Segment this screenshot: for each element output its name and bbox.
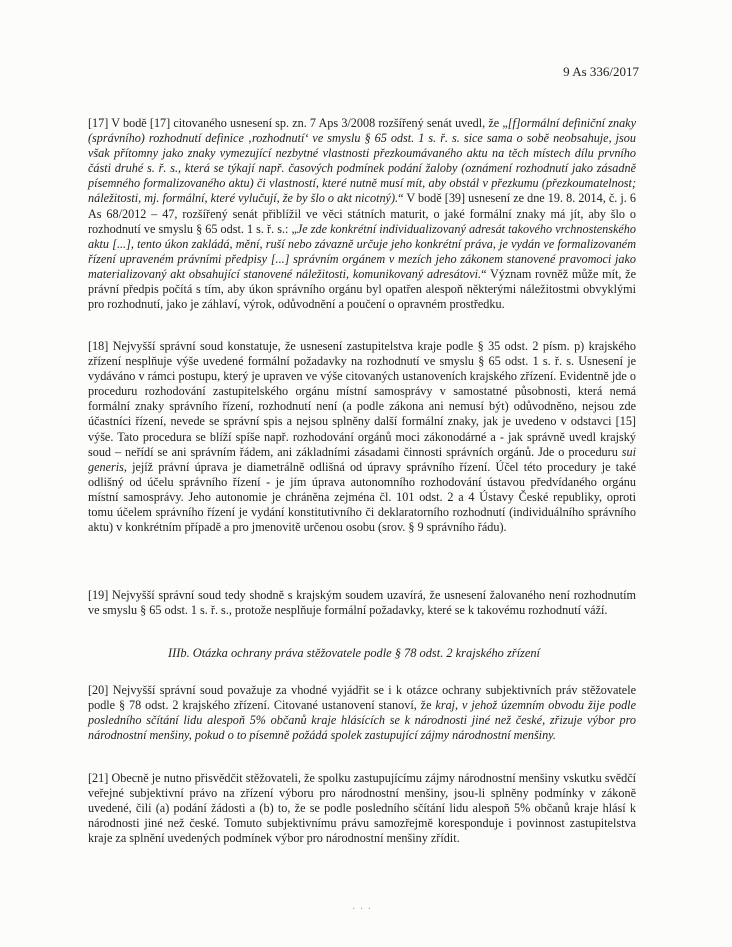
paragraph-number: [17] xyxy=(88,116,109,130)
paragraph-20: [20] Nejvyšší správní soud považuje za vhodné vyjádřit se i k otázce ochrany subjektivních práv stěžovatele podle § 78 odst. 2 krajského zřízení. Citované ustanovení stanoví, že kraj, v jehož územním obvodu žije podle posledního sčítání lidu alespoň 5% občanů kraje hlásících se k národnosti jiné než české, zřizuje výbor pro národnostní menšiny, pokud o to písemně požádá spolek zastupující zájmy národnostní menšiny. xyxy=(88,683,636,743)
paragraph-21: [21] Obecně je nutno přisvědčit stěžovateli, že spolku zastupujícímu zájmy národnostní menšiny vskutku svědčí veřejné subjektivní právo na zřízení výboru pro národnostní menšiny, jsou-li splněny podmínky v zákoně uvedené, čili (a) podání žádosti a (b) to, že se podle posledního sčítání lidu alespoň 5% občanů kraje hlásí k národnosti jiné než české. Tomuto subjektivnímu právu samozřejmě koresponduje i povinnost zastupitelstva kraje za splnění uvedených podmínek výbor pro národnostní menšiny zřídit. xyxy=(88,771,636,846)
statute-quotation: kraj, v jehož územním obvodu žije podle posledního sčítání lidu alespoň 5% občanů kraje hlásících se k národnosti jiné než české, zřizuje výbor pro národnostní menšiny, pokud o to písemně požádá spolek zastupující zájmy národnostní menšiny. xyxy=(88,698,636,743)
quotation: [f]ormální definiční znaky (správního) rozhodnutí definice ‚rozhodnutí‘ ve smyslu § 65 odst. 1 s. ř. s. sice sama o sobě neobsahuje, jsou však přítomny jako znaky vymezující nezbytné vlastnosti přezkoumávaného aktu na těch místech dílu prvního části druhé s. ř. s., která se týkají např. časových podmínek podání žaloby (oznámení rozhodnutí jako zásadně písemného formalizovaného aktu) či vlastností, které nutně musí mít, aby obstál v přezkumu (přezkoumatelnost; náležitosti, mj. formální, které vylučují, že by šlo o akt nicotný). xyxy=(88,116,636,206)
paragraph-number: [20] xyxy=(88,683,109,697)
paragraph-17: [17] V bodě [17] citovaného usnesení sp. zn. 7 Aps 3/2008 rozšířený senát uvedl, že „[f]ormální definiční znaky (správního) rozhodnutí definice ‚rozhodnutí‘ ve smyslu § 65 odst. 1 s. ř. s. sice sama o sobě neobsahuje, jsou však přítomny jako znaky vymezující nezbytné vlastnosti přezkoumávaného aktu na těch místech dílu prvního části druhé s. ř. s., která se týkají např. časových podmínek podání žaloby (oznámení rozhodnutí jako zásadně písemného formalizovaného aktu) či vlastností, které nutně musí mít, aby obstál v přezkumu (přezkoumatelnost; náležitosti, mj. formální, které vylučují, že by šlo o akt nicotný).“ V bodě [39] usnesení ze dne 19. 8. 2014, č. j. 6 As 68/2012 – 47, rozšířený senát přiblížil ve věci státních maturit, o jaké formální znaky má jít, aby šlo o rozhodnutí ve smyslu § 65 odst. 1 s. ř. s.: „Je zde konkrétní individualizovaný adresát takového vrchnostenského aktu [...], tento úkon zakládá, mění, ruší nebo závazně určuje jeho konkrétní práva, je vydán ve formalizovaném řízení upraveném právními předpisy [...] správním orgánem v mezích jeho zákonem stanovené pravomoci jako materializovaný akt obsahující stanovené náležitosti, komunikovaný adresátovi.“ Význam rovněž může mít, že právní předpis počítá s tím, aby úkon správního orgánu byl opatřen alespoň některými náležitostmi obvyklými pro rozhodnutí, jako je záhlaví, výrok, odůvodnění a poučení o opravném prostředku. xyxy=(88,116,636,312)
paragraph-19: [19] Nejvyšší správní soud tedy shodně s krajským soudem uzavírá, že usnesení žalovaného není rozhodnutím ve smyslu § 65 odst. 1 s. ř. s., protože nesplňuje formální požadavky, které se k takovému rozhodnutí váží. xyxy=(88,588,636,618)
case-reference: 9 As 336/2017 xyxy=(563,64,639,79)
paragraph-number: [19] xyxy=(88,588,109,602)
paragraph-18: [18] Nejvyšší správní soud konstatuje, že usnesení zastupitelstva kraje podle § 35 odst. 2 písm. p) krajského zřízení nesplňuje výše uvedené formální požadavky na rozhodnutí ve smyslu § 65 odst. 1 s. ř. s. Usnesení je vydáváno v rámci postupu, který je upraven ve výše citovaných ustanoveních krajského zřízení. Evidentně jde o proceduru rozhodování zastupitelského orgánu místní samosprávy v samostatné působnosti, která nemá formální znaky správního řízení, rozhodnutí není (a podle zákona ani nemusí být) odůvodněno, nejsou zde účastníci řízení, nevede se správní spis a nejsou splněny další formální znaky, jak je uvedeno v odstavci [15] výše. Tato procedura se blíží spíše např. rozhodování orgánů moci zákonodárné a - jak správně uvedl krajský soud – neřídí se ani správním řádem, ani základními zásadami činnosti správních orgánů. Jde o proceduru sui generis, jejíž právní úprava je diametrálně odlišná od úpravy správního řízení. Účel této procedury je také odlišný od účelu správního řízení - je jím úprava autonomního rozhodování ústavou předvídaného orgánu místní samosprávy. Jeho autonomie je chráněna zejména čl. 101 odst. 2 a 4 Ústavy České republiky, oproti tomu účelem správního řízení je vydání konstitutivního či deklaratorního rozhodnutí (individuálního správního aktu) v konkrétním případě a pro jmenovitě určenou osobu (srov. § 9 správního řádu). xyxy=(88,339,636,535)
section-heading: IIIb. Otázka ochrany práva stěžovatele podle § 78 odst. 2 krajského zřízení xyxy=(168,646,540,660)
quotation: Je zde konkrétní individualizovaný adresát takového vrchnostenského aktu [...], tento úkon zakládá, mění, ruší nebo závazně určuje jeho konkrétní práva, je vydán ve formalizovaném řízení upraveném právními předpisy [...] správním orgánem v mezích jeho zákonem stanovené pravomoci jako materializovaný akt obsahující stanovené náležitosti, komunikovaný adresátovi. xyxy=(88,221,636,281)
paragraph-number: [21] xyxy=(88,771,109,785)
paragraph-number: [18] xyxy=(88,339,109,353)
scan-mark: · · · xyxy=(352,904,372,915)
latin-term: sui generis xyxy=(88,444,636,474)
